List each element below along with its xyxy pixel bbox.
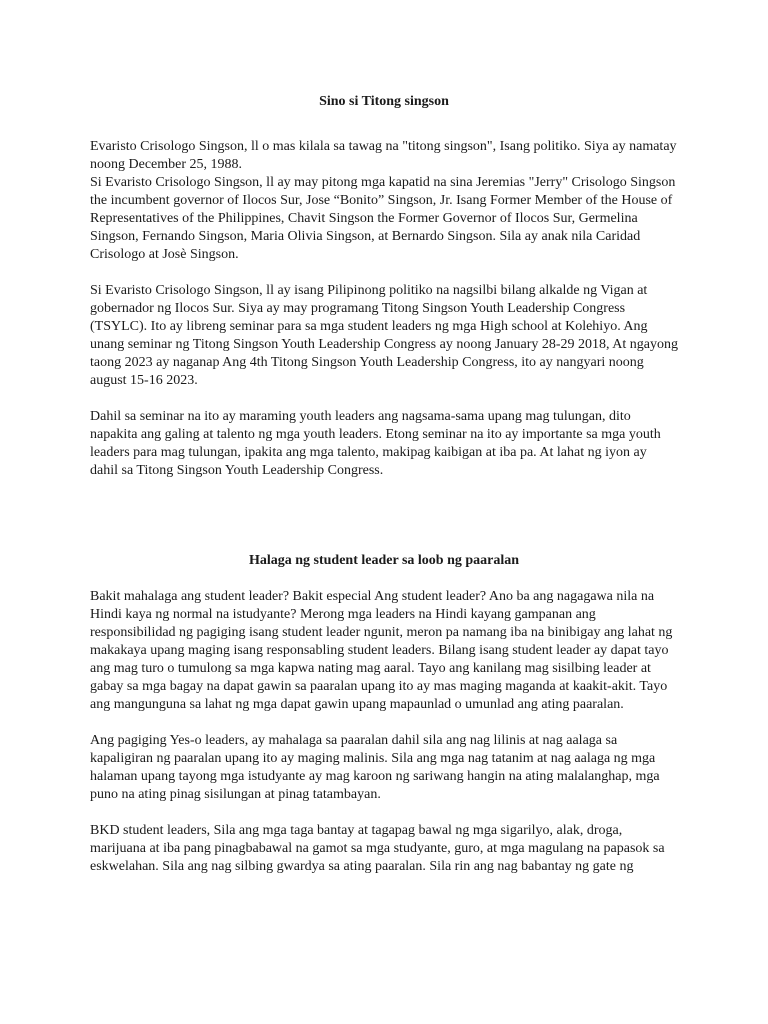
paragraph: Si Evaristo Crisologo Singson, ll ay may pitong mga kapatid na sina Jeremias "Jerry" Crisologo Singson the incumbent governor of Ilocos Sur, Jose “Bonito” Singson, Jr. Isang Former Member of the House of Representatives of the Philippines, Chavit Singson the Former Governor of Ilocos Sur, Germelina Singson, Fernando Singson, Maria Olivia Singson, at Bernardo Singson. Sila ay anak nila Caridad Crisologo at Josè Singson.: [90, 175, 676, 262]
paragraph: Si Evaristo Crisologo Singson, ll ay isang Pilipinong politiko na nagsilbi bilang alkalde ng Vigan at gobernador ng Ilocos Sur. Siya ay may programang Titong Singson Youth Leadership Congress (TSYLC). Ito ay libreng seminar para sa mga student leaders ng mga High school at Kolehiyo. Ang unang seminar ng Titong Singson Youth Leadership Congress ay noong January 28-29 2018, At ngayong taong 2023 ay naganap Ang 4th Titong Singson Youth Leadership Congress, ito ay nangyari noong august 15-16 2023.: [90, 283, 678, 388]
paragraph: Evaristo Crisologo Singson, ll o mas kilala sa tawag na "titong singson", Isang politiko. Siya ay namatay noong December 25, 1988.: [90, 139, 677, 172]
paragraph: Bakit mahalaga ang student leader? Bakit especial Ang student leader? Ano ba ang nagagawa nila na Hindi kaya ng normal na istudyante? Merong mga leaders na Hindi kayang gampanan ang responsibilidad ng pagiging isang student leader ngunit, meron pa namang iba na binibigay ang lahat ng makakaya upang maging isang responsabling student leaders. Bilang isang student leader ay dapat tayo ang mag turo o tumulong sa mga kapwa nating mag aaral. Tayo ang kanilang mag sisilbing leader at gabay sa mga bagay na dapat gawin sa paaralan upang ito ay mas maging maganda at kaakit-akit. Tayo ang mangunguna sa lahat ng mga dapat gawin upang mapaunlad o umunlad ang ating paaralan.: [90, 589, 673, 712]
section-title: Sino si Titong singson: [319, 94, 449, 109]
paragraph: Dahil sa seminar na ito ay maraming youth leaders ang nagsama-sama upang mag tulungan, dito napakita ang galing at talento ng mga youth leaders. Etong seminar na ito ay importante sa mga youth leaders para mag tulungan, ipakita ang mga talento, makipag kaibigan at iba pa. At lahat ng iyon ay dahil sa Titong Singson Youth Leadership Congress.: [90, 409, 661, 478]
paragraph: BKD student leaders, Sila ang mga taga bantay at tagapag bawal ng mga sigarilyo, alak, droga, marijuana at iba pang pinagbabawal na gamot sa mga studyante, guro, at mga magulang na papasok sa eskwelahan. Sila ang nag silbing gwardya sa ating paaralan. Sila rin ang nag babantay ng gate ng: [90, 823, 665, 874]
section-title: Halaga ng student leader sa loob ng paaralan: [248, 553, 520, 568]
paragraph: Ang pagiging Yes-o leaders, ay mahalaga sa paaralan dahil sila ang nag lilinis at nag aalaga sa kapaligiran ng paaralan upang ito ay maging malinis. Sila ang mga nag tatanim at nag aalaga ng mga halaman upang tayong mga istudyante ay mag karoon ng sariwang hangin na ating malalanghap, mga puno na ating pinag sisilungan at pinag tatambayan.: [90, 733, 660, 802]
